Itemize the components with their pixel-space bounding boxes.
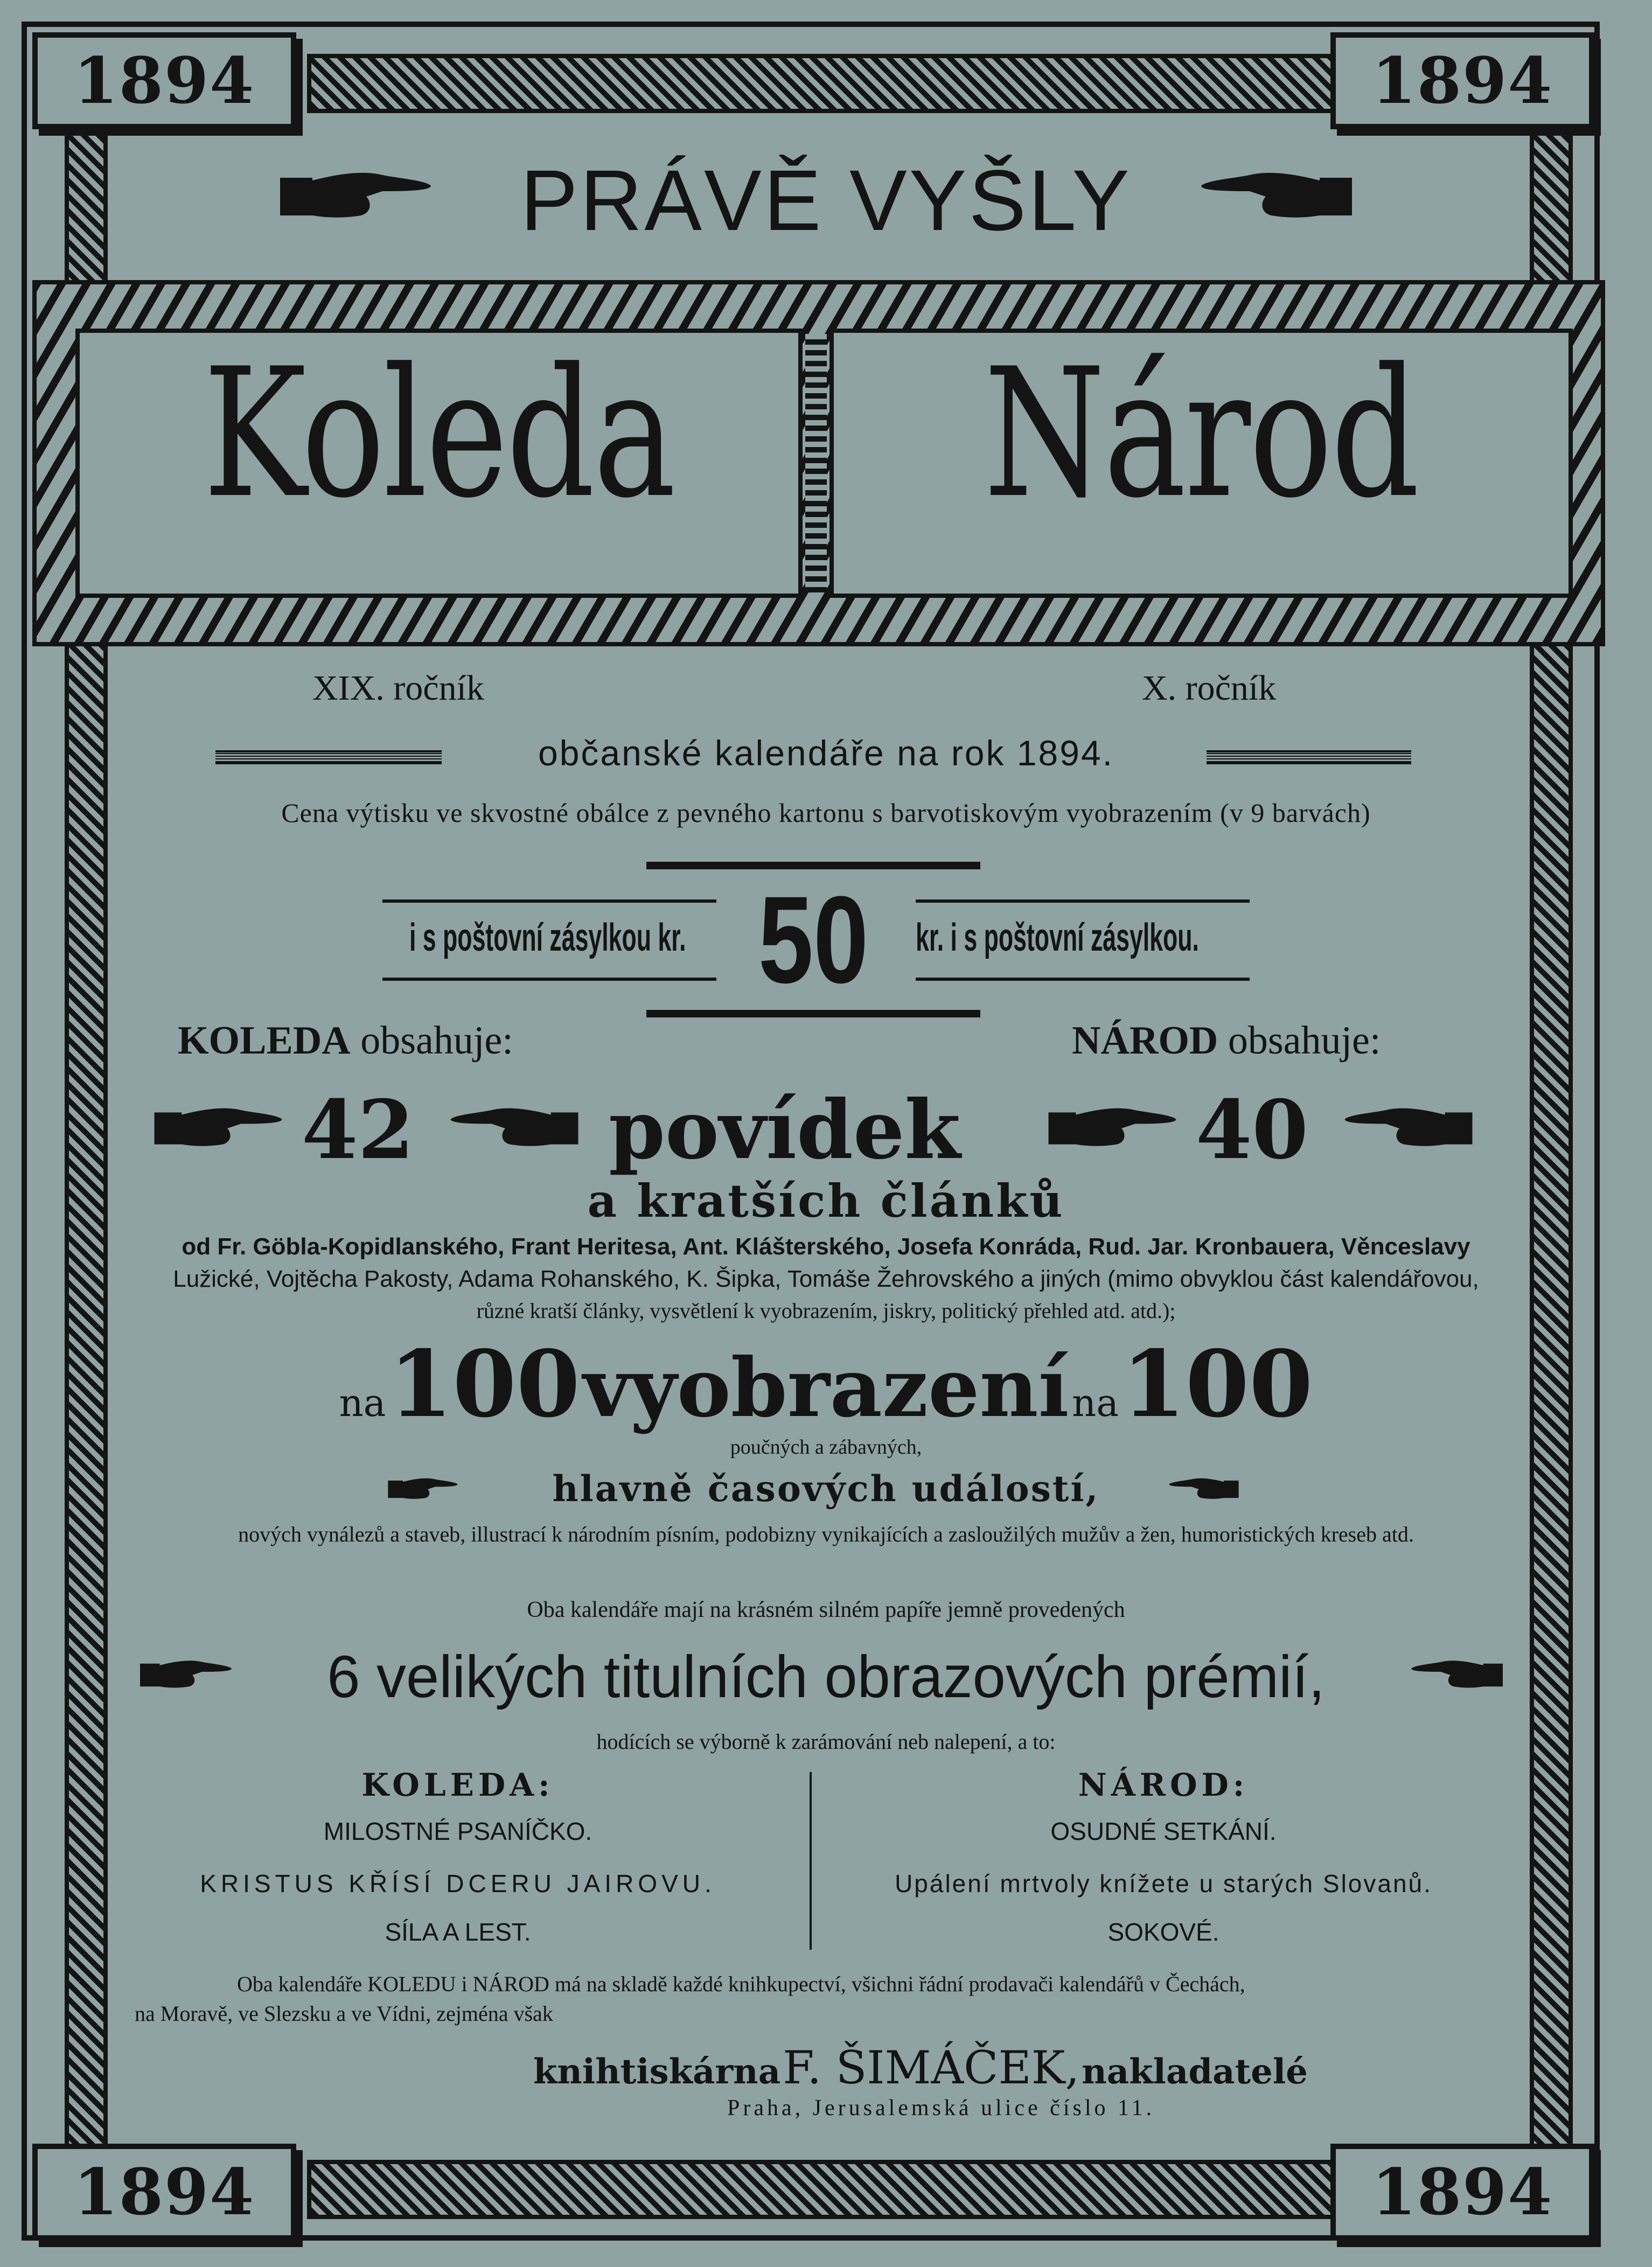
- pointing-hand-left-icon: [1201, 162, 1352, 232]
- koleda-premiums-label: KOLEDA:: [361, 1767, 554, 1803]
- title-koleda: Koleda: [203, 330, 675, 537]
- subtitle-rule-right: [1207, 750, 1411, 764]
- koleda-premium-2: KRISTUS KŘÍSÍ DCERU JAIROVU.: [200, 1870, 716, 1898]
- premiums-divider: [810, 1772, 812, 1950]
- koleda-premium-1: MILOSTNÉ PSANÍČKO.: [323, 1817, 593, 1845]
- pointing-hand-left-icon: [442, 1099, 587, 1161]
- volume-koleda: XIX. ročník: [312, 668, 484, 708]
- price-intro: Cena výtisku ve skvostné obálce z pevného kartonu s barvotiskovým vyobrazením (v 9 barvách): [281, 798, 1371, 828]
- price-rule-right-top: [916, 899, 1250, 903]
- year-box-bottom-left: 1894: [32, 2144, 296, 2241]
- narod-premium-3: SOKOVÉ.: [1107, 1918, 1219, 1946]
- title-divider: [805, 334, 827, 592]
- narod-premium-2: Upálení mrtvoly knížete u starých Slovanů.: [895, 1870, 1432, 1898]
- narod-contains: NÁROD obsahuje:: [1072, 1019, 1381, 1063]
- premiums-headline: 6 velikých titulních obrazových prémií,: [327, 1644, 1325, 1710]
- narod-premiums-label: NÁROD:: [1078, 1767, 1249, 1803]
- stories-count-koleda: 42: [302, 1083, 414, 1177]
- authors-line-3: různé kratší články, vysvětlení k vyobrazením, jiskry, politický přehled atd. atd.);: [476, 1299, 1176, 1323]
- stories-count-narod: 40: [1196, 1083, 1308, 1177]
- pointing-hand-left-icon: [1169, 1473, 1239, 1508]
- price-left-text: i s poštovní zásylkou kr.: [409, 916, 686, 959]
- publisher-address: Praha, Jerusalemská ulice číslo 11.: [727, 2096, 1155, 2120]
- authors-line-1: od Fr. Göbla-Kopidlanského, Frant Heritesa, Ant. Klášterského, Josefa Konráda, Rud. Jar. Kronbauera, Věnceslavy: [182, 1233, 1470, 1260]
- stories-subheading: a kratších článků: [587, 1174, 1065, 1227]
- subtitle: občanské kalendáře na rok 1894.: [538, 733, 1114, 773]
- pointing-hand-left-icon: [1336, 1099, 1481, 1161]
- pointing-hand-right-icon: [145, 1099, 291, 1161]
- authors-line-2: Lužické, Vojtěcha Pakosty, Adama Rohanského, K. Šipka, Tomáše Žehrovského a jiných (mimo obvyklou část kalendářovou,: [173, 1266, 1479, 1292]
- top-ornament-band: [307, 54, 1347, 113]
- narod-premium-1: OSUDNÉ SETKÁNÍ.: [1050, 1817, 1277, 1845]
- year-box-bottom-right: 1894: [1330, 2144, 1594, 2241]
- images-headline: na 100 vyobrazení na 100: [339, 1330, 1313, 1438]
- sales-line-2: na Moravě, ve Slezsku a ve Vídni, zejména však: [135, 2001, 553, 2026]
- pointing-hand-right-icon: [1040, 1099, 1185, 1161]
- year-box-top-left: 1894: [32, 32, 296, 129]
- narod-premiums: [813, 1767, 1514, 1947]
- year-box-top-right: 1894: [1330, 32, 1594, 129]
- sales-line-1: Oba kalendáře KOLEDU i NÁROD má na skladě každé knihkupectví, všichni řádní prodavači kalendářů v Čechách,: [237, 1972, 1245, 1996]
- price-rule-left-bottom: [382, 978, 716, 981]
- images-desc-3: nových vynálezů a staveb, illustrací k národním písním, podobizny vynikajících a zasloužilých mužův a žen, humoristických kreseb atd.: [238, 1522, 1414, 1546]
- premiums-after: hodících se výborně k zarámování neb nalepení, a to:: [596, 1729, 1056, 1754]
- bottom-ornament-band: [307, 2160, 1347, 2219]
- price-bar-top: [646, 862, 980, 869]
- images-desc-2: hlavně časových událostí,: [552, 1468, 1100, 1510]
- koleda-premium-3: SÍLA A LEST.: [385, 1918, 531, 1946]
- title-narod: Národ: [984, 330, 1418, 537]
- images-desc-1: poučných a zábavných,: [730, 1436, 922, 1459]
- publisher-line: knihtiskárna F. ŠIMÁČEK, nakladatelé: [533, 2041, 1308, 2094]
- koleda-premiums: [108, 1767, 808, 1947]
- price-right-text: kr. i s poštovní zásylkou.: [916, 916, 1199, 959]
- price-rule-right-bottom: [916, 978, 1250, 981]
- price-amount: 50: [758, 870, 869, 1009]
- koleda-contains: KOLEDA obsahuje:: [178, 1019, 513, 1063]
- pointing-hand-left-icon: [1411, 1651, 1503, 1702]
- price-bar-bottom: [646, 1010, 980, 1017]
- price-rule-left-top: [382, 899, 716, 903]
- announce-heading: PRÁVĚ VYŠLY: [520, 152, 1132, 248]
- volume-narod: X. ročník: [1142, 668, 1277, 708]
- stories-word: povídek: [609, 1083, 961, 1177]
- premiums-intro: Oba kalendáře mají na krásném silném papíře jemně provedených: [527, 1598, 1125, 1622]
